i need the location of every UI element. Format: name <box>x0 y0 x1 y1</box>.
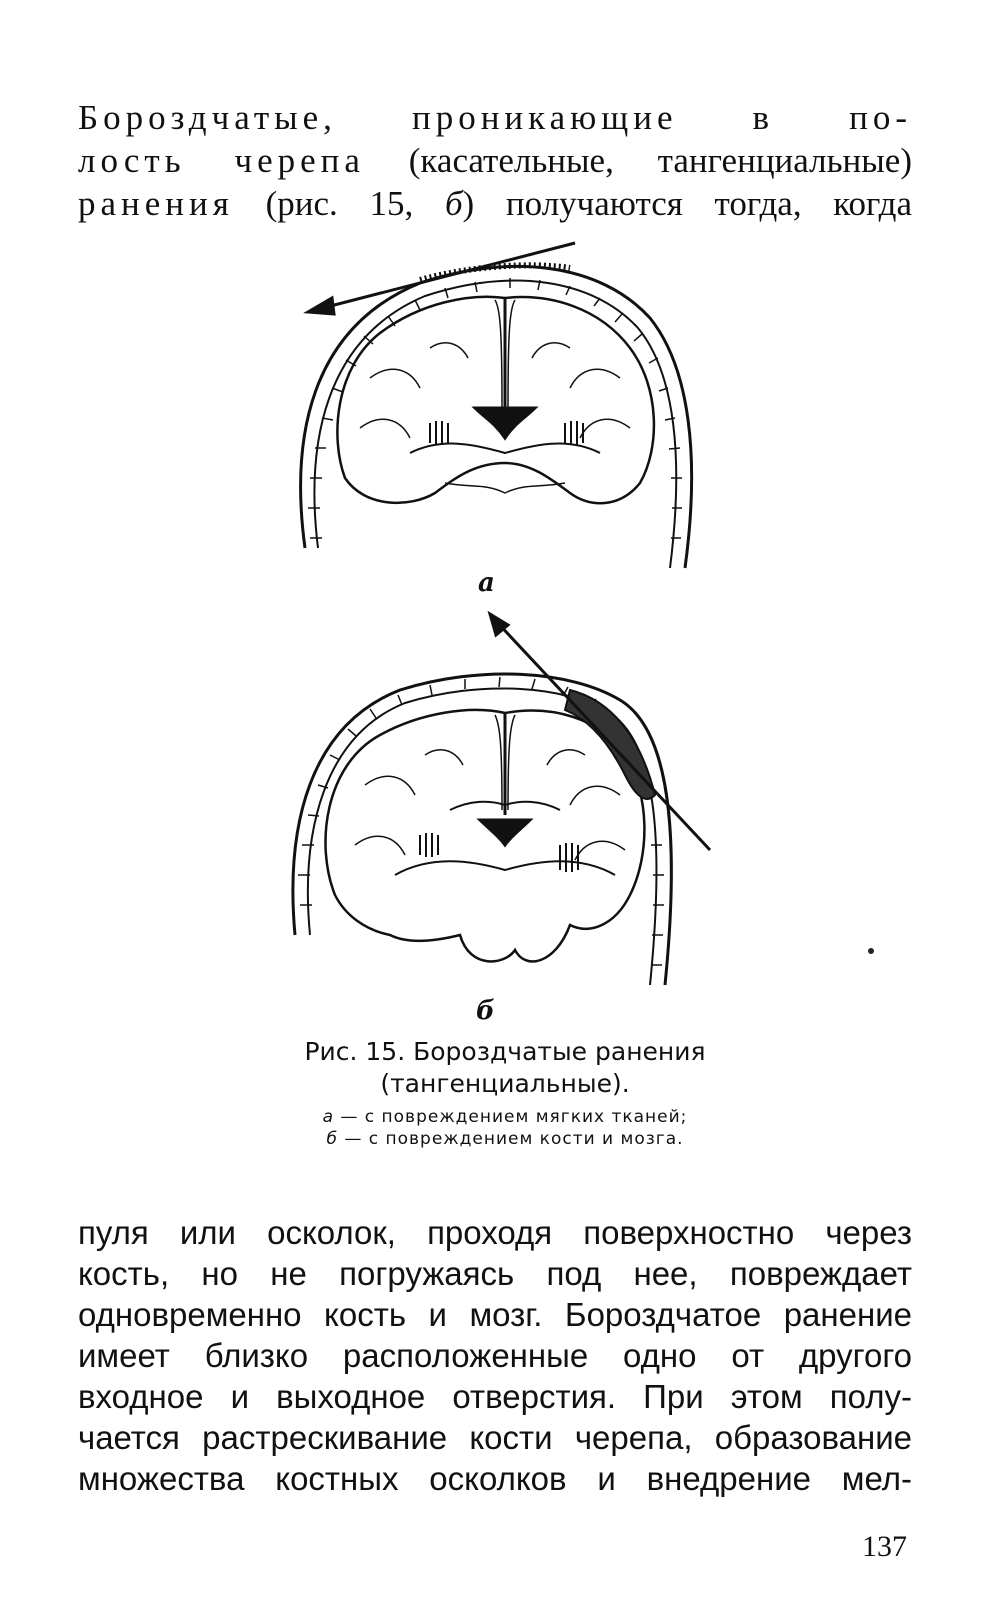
legend-text-b: — с повреждением кости и мозга. <box>337 1129 684 1149</box>
caption-line-1: Рис. 15. Бороздчатые ранения <box>304 1037 706 1066</box>
print-speck <box>868 948 874 954</box>
top-line-3-pre: (рис. 15, <box>233 184 445 223</box>
bottom-line: пуля или осколок, проходя поверхностно через <box>78 1214 912 1251</box>
top-line-1: Бороздчатые, проникающие в по- <box>78 98 912 137</box>
legend-text-a: — с повреждением мягких тканей; <box>333 1107 688 1127</box>
figure-label-b: б <box>476 996 495 1026</box>
top-line-3-ital: б <box>444 184 463 223</box>
figure-caption <box>240 1036 770 1100</box>
skull-cross-section-figure-b <box>270 605 730 1000</box>
legend-letter-b: б <box>326 1129 338 1149</box>
top-line-2-spaced: лость черепа <box>78 141 365 180</box>
figure-label-a: а <box>478 568 495 598</box>
bottom-paragraph <box>78 1212 912 1499</box>
legend-letter-a: а <box>322 1107 334 1127</box>
skull-cross-section-figure-a <box>270 238 730 578</box>
caption-line-2: (тангенциальные). <box>380 1069 630 1098</box>
figure-legend <box>240 1106 770 1150</box>
legend-item-a <box>240 1106 770 1128</box>
bottom-line: чается растрескивание кости черепа, образование <box>78 1419 912 1456</box>
bottom-line: множества костных осколков и внедрение мел- <box>78 1460 912 1497</box>
page-number: 137 <box>862 1530 907 1563</box>
top-paragraph <box>78 96 912 225</box>
bottom-line: входное и выходное отверстия. При этом полу- <box>78 1378 912 1415</box>
top-line-3-spaced: ранения <box>78 184 234 223</box>
top-line-2-rest: (касательные, тангенциальные) <box>364 141 912 180</box>
top-line-3-post: ) получаются тогда, когда <box>462 184 912 223</box>
legend-item-b <box>240 1128 770 1150</box>
bottom-line: кость, но не погружаясь под нее, повреждает <box>78 1255 912 1292</box>
bottom-line: имеет близко расположенные одно от другого <box>78 1337 912 1374</box>
bottom-line: одновременно кость и мозг. Бороздчатое ранение <box>78 1296 912 1333</box>
